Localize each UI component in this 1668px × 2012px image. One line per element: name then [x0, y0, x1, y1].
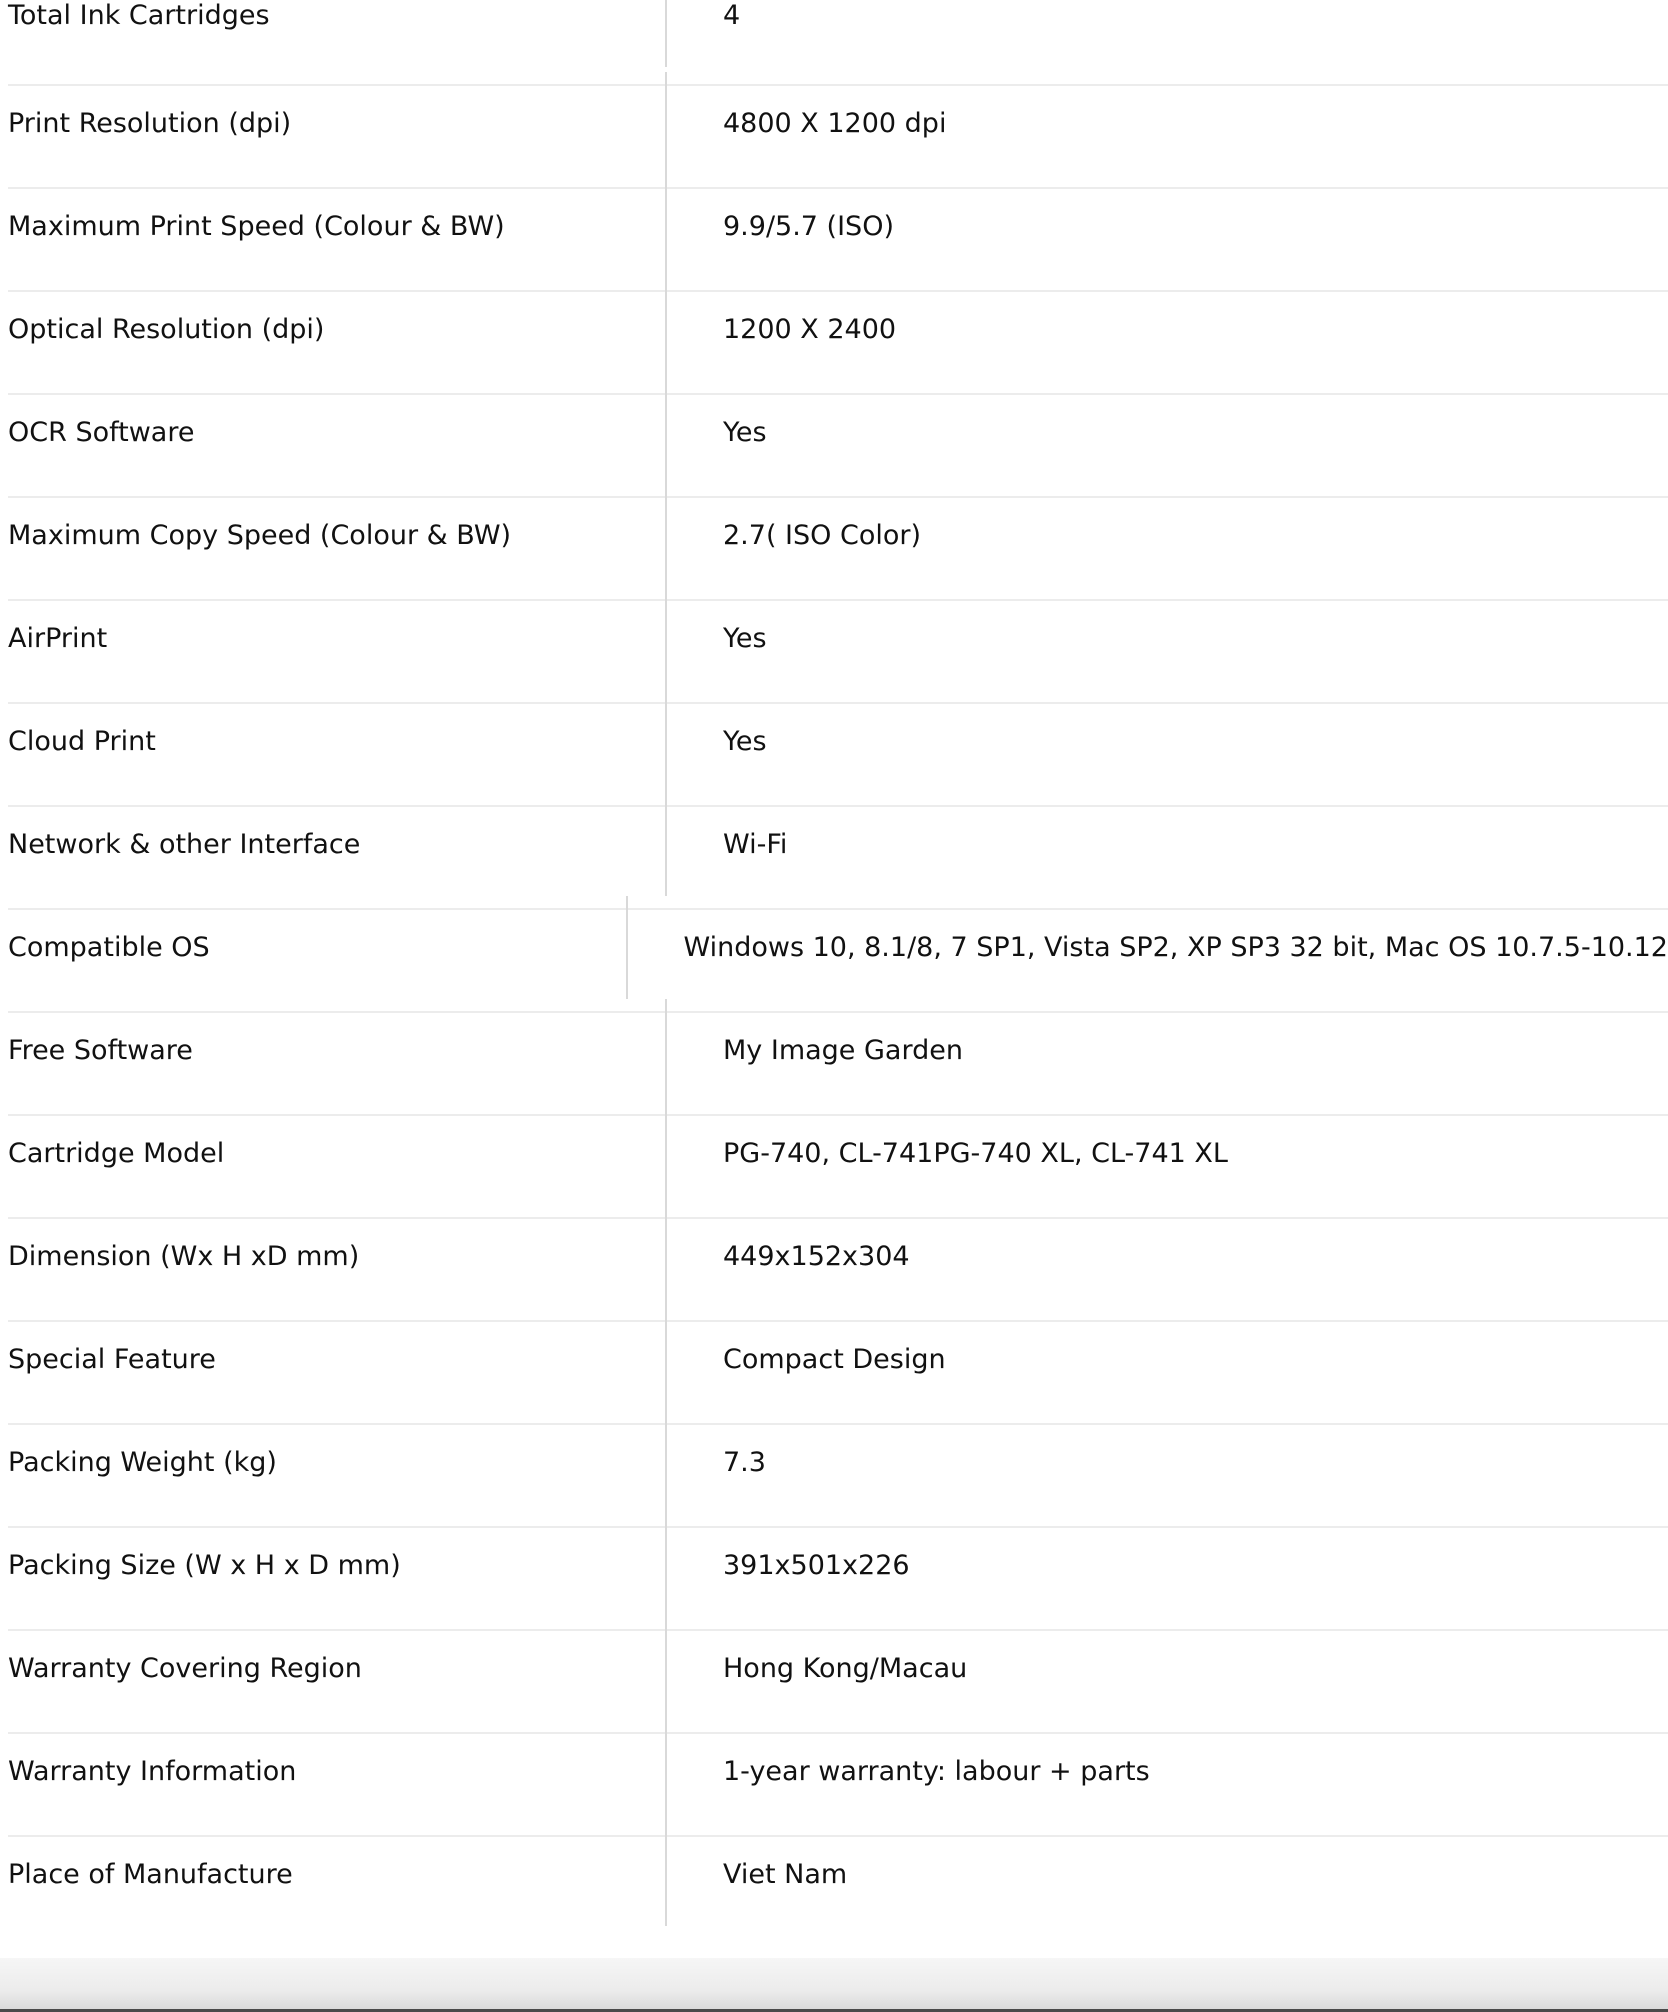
spec-value: Windows 10, 8.1/8, 7 SP1, Vista SP2, XP SP3 32 bit, Mac OS 10.7.5-10.12 — [683, 932, 1668, 963]
spec-value: 449x152x304 — [723, 1241, 910, 1272]
spec-label: Place of Manufacture — [8, 1823, 667, 1926]
bottom-scroll-area — [0, 1958, 1668, 2012]
spec-label: Dimension (Wx H xD mm) — [8, 1205, 667, 1308]
spec-label: OCR Software — [8, 381, 667, 484]
spec-value: 1200 X 2400 — [723, 314, 897, 345]
spec-table — [8, 0, 1668, 1940]
spec-row — [8, 1425, 1668, 1528]
spec-value: 1-year warranty: labour + parts — [723, 1756, 1150, 1787]
spec-row — [8, 704, 1668, 807]
spec-row — [8, 189, 1668, 292]
spec-row — [8, 1116, 1668, 1219]
spec-row — [8, 292, 1668, 395]
spec-value: 391x501x226 — [723, 1550, 910, 1581]
spec-value: 7.3 — [723, 1447, 766, 1478]
spec-label: Packing Weight (kg) — [8, 1411, 667, 1514]
spec-label: Compatible OS — [8, 896, 628, 999]
spec-label: Maximum Copy Speed (Colour & BW) — [8, 484, 667, 587]
spec-value: My Image Garden — [723, 1035, 963, 1066]
spec-value: Yes — [723, 417, 767, 448]
spec-value: PG-740, CL-741PG-740 XL, CL-741 XL — [723, 1138, 1228, 1169]
spec-label: Optical Resolution (dpi) — [8, 278, 667, 381]
spec-value: Viet Nam — [723, 1859, 848, 1890]
spec-label: Special Feature — [8, 1308, 667, 1411]
spec-row — [8, 395, 1668, 498]
spec-row — [8, 910, 1668, 1013]
spec-row — [8, 807, 1668, 910]
spec-row — [8, 86, 1668, 189]
spec-value: Compact Design — [723, 1344, 946, 1375]
spec-value: 4800 X 1200 dpi — [723, 108, 947, 139]
spec-value: 4 — [723, 0, 741, 31]
spec-label: Print Resolution (dpi) — [8, 72, 667, 175]
spec-value: 9.9/5.7 (ISO) — [723, 211, 894, 242]
spec-label: Free Software — [8, 999, 667, 1102]
spec-row — [8, 1528, 1668, 1631]
spec-value: 2.7( ISO Color) — [723, 520, 922, 551]
spec-label: Warranty Covering Region — [8, 1617, 667, 1720]
spec-value: Yes — [723, 726, 767, 757]
spec-row — [8, 1837, 1668, 1940]
spec-row — [8, 498, 1668, 601]
spec-row — [8, 1322, 1668, 1425]
spec-row — [8, 1013, 1668, 1116]
spec-label: AirPrint — [8, 587, 667, 690]
spec-label: Cloud Print — [8, 690, 667, 793]
spec-row — [8, 1734, 1668, 1837]
spec-label: Warranty Information — [8, 1720, 667, 1823]
spec-label: Packing Size (W x H x D mm) — [8, 1514, 667, 1617]
spec-label: Cartridge Model — [8, 1102, 667, 1205]
spec-label: Total Ink Cartridges — [8, 0, 667, 67]
spec-row — [8, 1631, 1668, 1734]
spec-row — [8, 601, 1668, 704]
spec-value: Wi-Fi — [723, 829, 788, 860]
spec-value: Yes — [723, 623, 767, 654]
spec-label: Maximum Print Speed (Colour & BW) — [8, 175, 667, 278]
spec-label: Network & other Interface — [8, 793, 667, 896]
spec-row — [8, 1219, 1668, 1322]
spec-value: Hong Kong/Macau — [723, 1653, 968, 1684]
